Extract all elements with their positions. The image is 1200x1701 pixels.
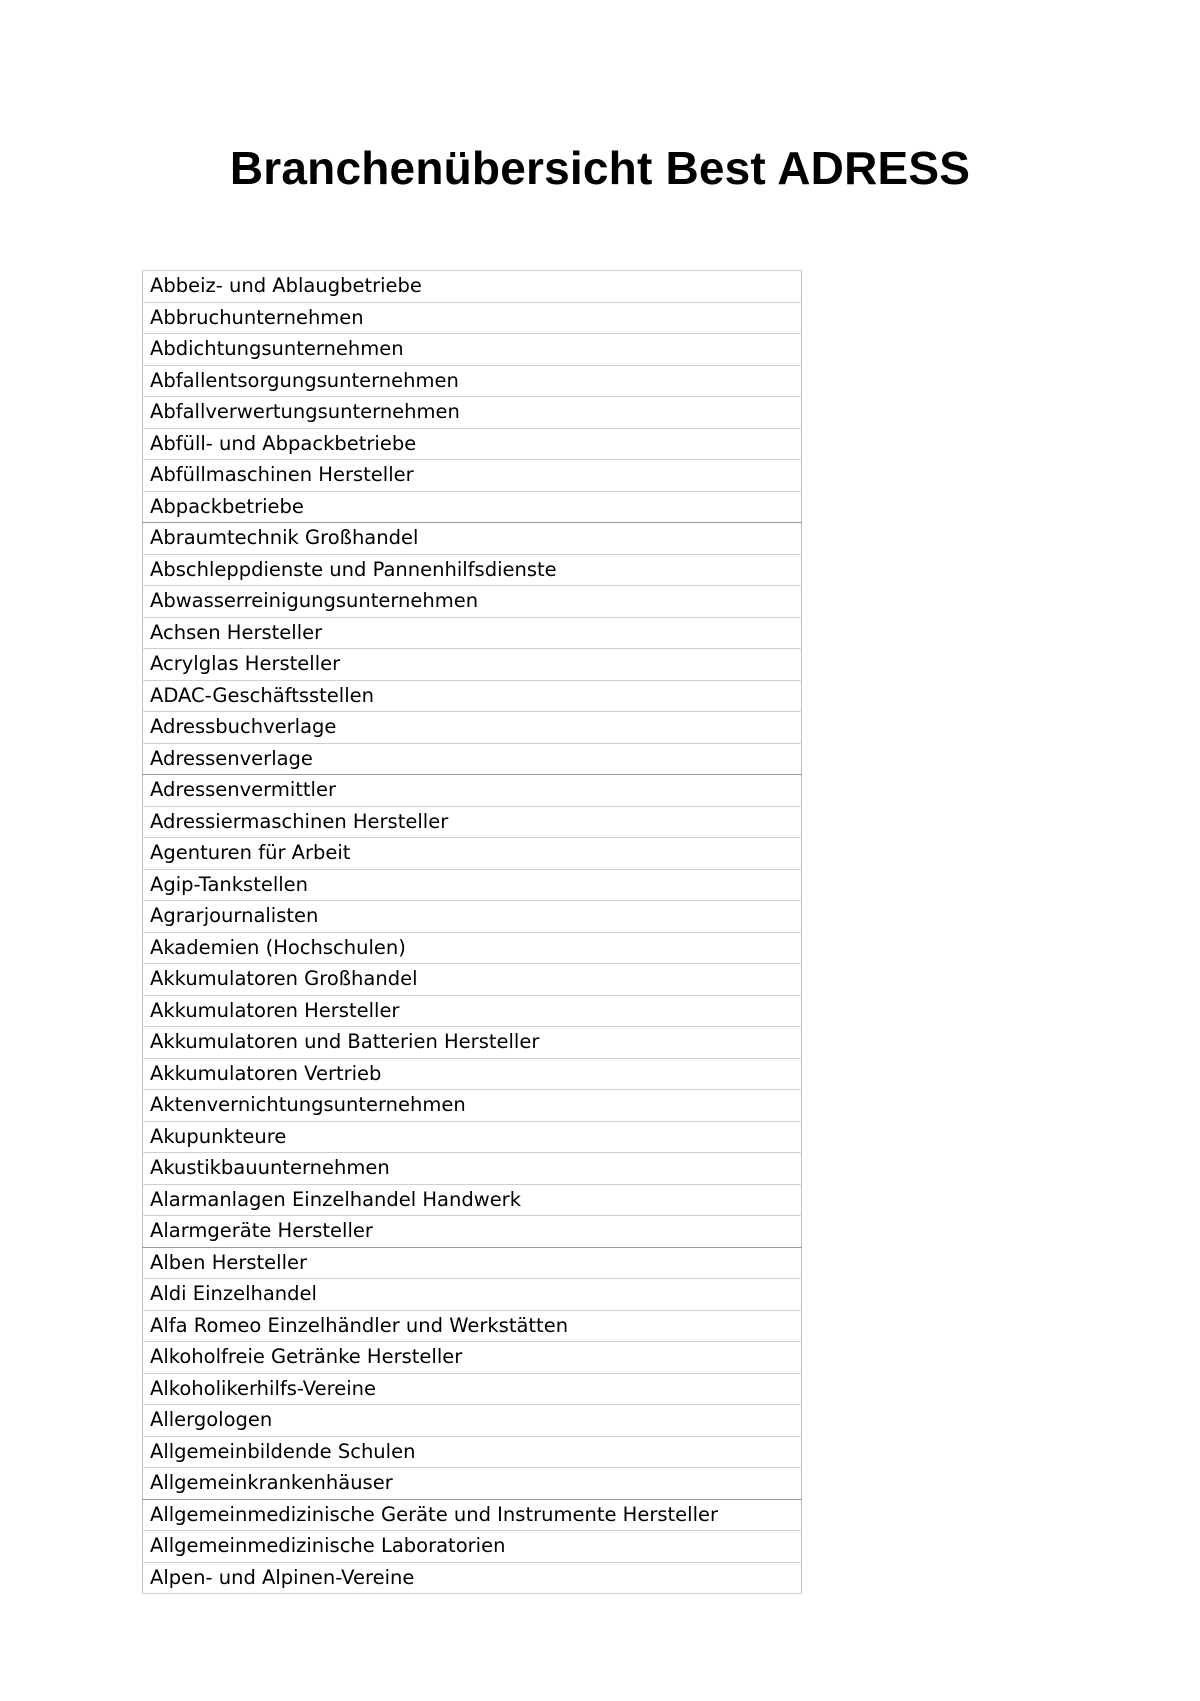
table-row [143, 869, 802, 901]
table-cell: Abpackbetriebe [143, 491, 802, 523]
table-row [143, 1310, 802, 1342]
table-row [143, 617, 802, 649]
table-row [143, 838, 802, 870]
table-cell: Agrarjournalisten [143, 901, 802, 933]
table-cell: Achsen Hersteller [143, 617, 802, 649]
table-cell: Adressiermaschinen Hersteller [143, 806, 802, 838]
table-cell: Akkumulatoren Hersteller [143, 995, 802, 1027]
table-row [143, 428, 802, 460]
table-cell: Abwasserreinigungsunternehmen [143, 586, 802, 618]
table-row [143, 1153, 802, 1185]
table-row [143, 775, 802, 807]
table-row [143, 523, 802, 555]
table-cell: Allgemeinmedizinische Laboratorien [143, 1531, 802, 1563]
table-row [143, 1373, 802, 1405]
table-row [143, 365, 802, 397]
table-cell: Alkoholikerhilfs-Vereine [143, 1373, 802, 1405]
table-row [143, 334, 802, 366]
table-cell: Abdichtungsunternehmen [143, 334, 802, 366]
industry-list-body [143, 271, 802, 1594]
table-cell: Abfüll- und Abpackbetriebe [143, 428, 802, 460]
table-cell: Alarmgeräte Hersteller [143, 1216, 802, 1248]
table-cell: Abfüllmaschinen Hersteller [143, 460, 802, 492]
table-cell: Akkumulatoren Vertrieb [143, 1058, 802, 1090]
table-row [143, 743, 802, 775]
table-cell: Allergologen [143, 1405, 802, 1437]
table-cell: Alkoholfreie Getränke Hersteller [143, 1342, 802, 1374]
table-row [143, 1058, 802, 1090]
table-cell: Agenturen für Arbeit [143, 838, 802, 870]
table-row [143, 1184, 802, 1216]
table-row [143, 1247, 802, 1279]
table-row [143, 586, 802, 618]
table-cell: Alarmanlagen Einzelhandel Handwerk [143, 1184, 802, 1216]
table-cell: Allgemeinbildende Schulen [143, 1436, 802, 1468]
table-cell: Akkumulatoren und Batterien Hersteller [143, 1027, 802, 1059]
table-cell: Aktenvernichtungsunternehmen [143, 1090, 802, 1122]
table-row [143, 712, 802, 744]
table-row [143, 964, 802, 996]
table-row [143, 1499, 802, 1531]
table-cell: Abbruchunternehmen [143, 302, 802, 334]
table-cell: ADAC-Geschäftsstellen [143, 680, 802, 712]
table-cell: Abbeiz- und Ablaugbetriebe [143, 271, 802, 303]
table-row [143, 1468, 802, 1500]
table-cell: Abfallverwertungsunternehmen [143, 397, 802, 429]
table-row [143, 1027, 802, 1059]
table-cell: Akademien (Hochschulen) [143, 932, 802, 964]
table-row [143, 932, 802, 964]
table-row [143, 1531, 802, 1563]
table-row [143, 1405, 802, 1437]
table-cell: Adressenverlage [143, 743, 802, 775]
table-cell: Akustikbauunternehmen [143, 1153, 802, 1185]
industry-list-table [142, 270, 802, 1594]
table-cell: Adressbuchverlage [143, 712, 802, 744]
table-row [143, 271, 802, 303]
table-row [143, 995, 802, 1027]
table-cell: Allgemeinkrankenhäuser [143, 1468, 802, 1500]
table-row [143, 397, 802, 429]
table-cell: Alfa Romeo Einzelhändler und Werkstätten [143, 1310, 802, 1342]
table-cell: Akkumulatoren Großhandel [143, 964, 802, 996]
table-row [143, 491, 802, 523]
table-cell: Agip-Tankstellen [143, 869, 802, 901]
table-cell: Aldi Einzelhandel [143, 1279, 802, 1311]
table-row [143, 554, 802, 586]
table-row [143, 1436, 802, 1468]
table-row [143, 806, 802, 838]
document-title: Branchenübersicht Best ADRESS [229, 142, 971, 194]
table-row [143, 1216, 802, 1248]
table-row [143, 1342, 802, 1374]
table-cell: Akupunkteure [143, 1121, 802, 1153]
table-row [143, 1090, 802, 1122]
table-cell: Abraumtechnik Großhandel [143, 523, 802, 555]
table-cell: Abfallentsorgungsunternehmen [143, 365, 802, 397]
table-cell: Abschleppdienste und Pannenhilfsdienste [143, 554, 802, 586]
table-row [143, 1279, 802, 1311]
table-cell: Allgemeinmedizinische Geräte und Instrumente Hersteller [143, 1499, 802, 1531]
table-row [143, 460, 802, 492]
table-row [143, 901, 802, 933]
table-row [143, 680, 802, 712]
table-cell: Acrylglas Hersteller [143, 649, 802, 681]
table-cell: Alpen- und Alpinen-Vereine [143, 1562, 802, 1594]
table-row [143, 649, 802, 681]
table-row [143, 302, 802, 334]
table-cell: Alben Hersteller [143, 1247, 802, 1279]
table-row [143, 1562, 802, 1594]
table-row [143, 1121, 802, 1153]
table-cell: Adressenvermittler [143, 775, 802, 807]
